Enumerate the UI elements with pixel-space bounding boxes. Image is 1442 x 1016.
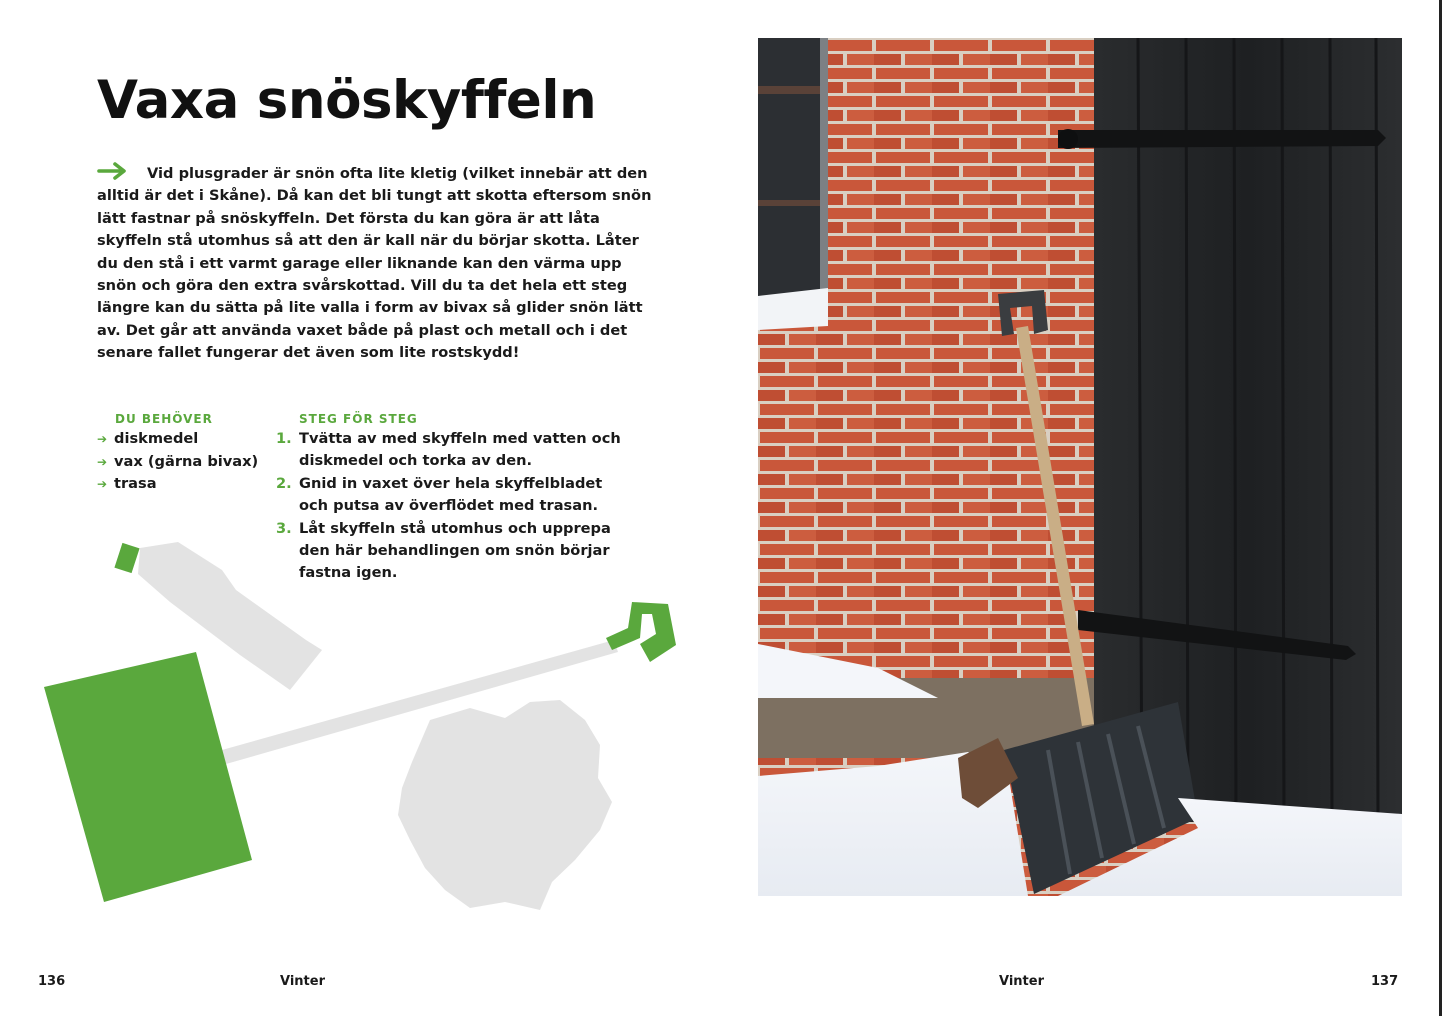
list-item bbox=[97, 451, 277, 474]
step-text: Låt skyffeln stå utomhus och upprepa den här behandlingen om snön börjar fastna igen. bbox=[299, 519, 611, 582]
right-page bbox=[721, 0, 1442, 1016]
step-item bbox=[276, 428, 636, 473]
intro-text: Vid plusgrader är snön ofta lite kletig (vilket innebär att den alltid är det i Skåne). Då kan det bli tungt att skotta eftersom snön lätt fastnar på snöskyffeln. Det första du kan göra är att låta skyffeln stå utomhus så att den är kall när du börjar skotta. Låter du den stå i ett varmt garage eller liknande kan den värma upp snön och göra den extra svårskottad. Vill du ta det hela ett steg längre kan du sätta på lite valla i form av bivax så glider snön lätt av. Det går att använda vaxet både på plast och metall och i det senare fallet fungerar det även som lite rostskydd! bbox=[97, 165, 652, 362]
shovel-illustration bbox=[0, 530, 721, 930]
window-icon bbox=[758, 38, 828, 330]
step-number: 1. bbox=[276, 430, 292, 447]
bullet-arrow-icon: ➔ bbox=[97, 432, 108, 446]
step-item bbox=[276, 473, 636, 518]
step-text: Tvätta av med skyffeln med vatten och diskmedel och torka av den. bbox=[299, 430, 621, 470]
rag-icon bbox=[398, 700, 612, 910]
page-title: Vaxa snöskyffeln bbox=[97, 70, 597, 131]
material-name: trasa bbox=[114, 475, 157, 492]
list-item bbox=[97, 473, 277, 496]
section-name: Vinter bbox=[280, 974, 325, 989]
page-number: 136 bbox=[38, 974, 66, 989]
materials-list bbox=[97, 412, 277, 496]
bullet-arrow-icon: ➔ bbox=[97, 477, 108, 491]
shovel-blade bbox=[44, 652, 252, 902]
material-name: diskmedel bbox=[114, 430, 199, 447]
section-name: Vinter bbox=[999, 974, 1044, 989]
materials-label: DU BEHÖVER bbox=[115, 412, 213, 426]
list-item bbox=[97, 428, 277, 451]
step-number: 3. bbox=[276, 519, 292, 537]
step-number: 2. bbox=[276, 474, 292, 492]
page-number: 137 bbox=[1371, 974, 1399, 989]
material-name: vax (gärna bivax) bbox=[114, 452, 259, 470]
intro-paragraph bbox=[97, 162, 657, 365]
steps-label: STEG FÖR STEG bbox=[299, 412, 418, 426]
shovel-photo bbox=[758, 38, 1402, 896]
step-text: Gnid in vaxet över hela skyffelbladet och putsa av överflödet med trasan. bbox=[299, 474, 603, 515]
bullet-arrow-icon: ➔ bbox=[97, 454, 108, 469]
arrow-right-icon bbox=[97, 162, 147, 180]
upper-hinge bbox=[1058, 130, 1386, 148]
shovel-grip-icon bbox=[606, 602, 676, 662]
barn-door bbox=[1058, 38, 1402, 822]
